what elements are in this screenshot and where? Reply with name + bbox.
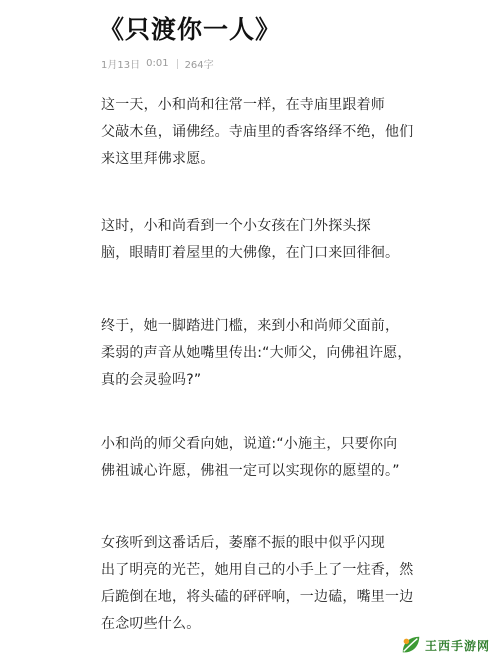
publish-time: 0:01 xyxy=(146,58,169,69)
paragraph-line: 终于，她一脚踏进门槛，来到小和尚师父面前， xyxy=(101,318,400,334)
word-count: 264字 xyxy=(184,60,214,71)
site-watermark xyxy=(398,632,494,658)
paragraph-3 xyxy=(101,313,421,394)
watermark-text: 王西手游网 xyxy=(424,638,490,653)
article-meta xyxy=(101,56,214,71)
paragraph-line: 后跪倒在地，将头磕的砰砰响，一边磕，嘴里一边 xyxy=(101,589,414,605)
article-title: 《只渡你一人》 xyxy=(99,15,282,44)
paragraph-line: 在念叨些什么。 xyxy=(101,616,201,632)
meta-divider xyxy=(177,59,178,69)
paragraph-line: 这时，小和尚看到一个小女孩在门外探头探 xyxy=(101,218,371,234)
paragraph-line: 女孩听到这番话后，萎靡不振的眼中似乎闪现 xyxy=(101,535,385,551)
paragraph-5 xyxy=(101,530,421,638)
paragraph-2 xyxy=(101,213,421,267)
leaf-logo-icon xyxy=(400,634,422,656)
paragraph-line: 佛祖诚心许愿，佛祖一定可以实现你的愿望的。” xyxy=(101,463,400,479)
paragraph-line: 来这里拜佛求愿。 xyxy=(101,151,215,167)
paragraph-4 xyxy=(101,431,421,485)
paragraph-line: 父敲木鱼，诵佛经。寺庙里的香客络绎不绝，他们 xyxy=(101,124,414,140)
paragraph-line: 小和尚的师父看向她，说道:“小施主，只要你向 xyxy=(101,436,398,452)
paragraph-line: 脑，眼睛盯着屋里的大佛像，在门口来回徘徊。 xyxy=(101,245,400,261)
publish-date: 1月13日 xyxy=(101,60,141,71)
paragraph-line: 出了明亮的光芒，她用自己的小手上了一炷香，然 xyxy=(101,562,414,578)
paragraph-line: 真的会灵验吗?” xyxy=(101,372,202,388)
paragraph-line: 柔弱的声音从她嘴里传出:“大师父，向佛祖许愿， xyxy=(101,345,412,361)
paragraph-1 xyxy=(101,92,421,173)
paragraph-line: 这一天，小和尚和往常一样，在寺庙里跟着师 xyxy=(101,97,385,113)
